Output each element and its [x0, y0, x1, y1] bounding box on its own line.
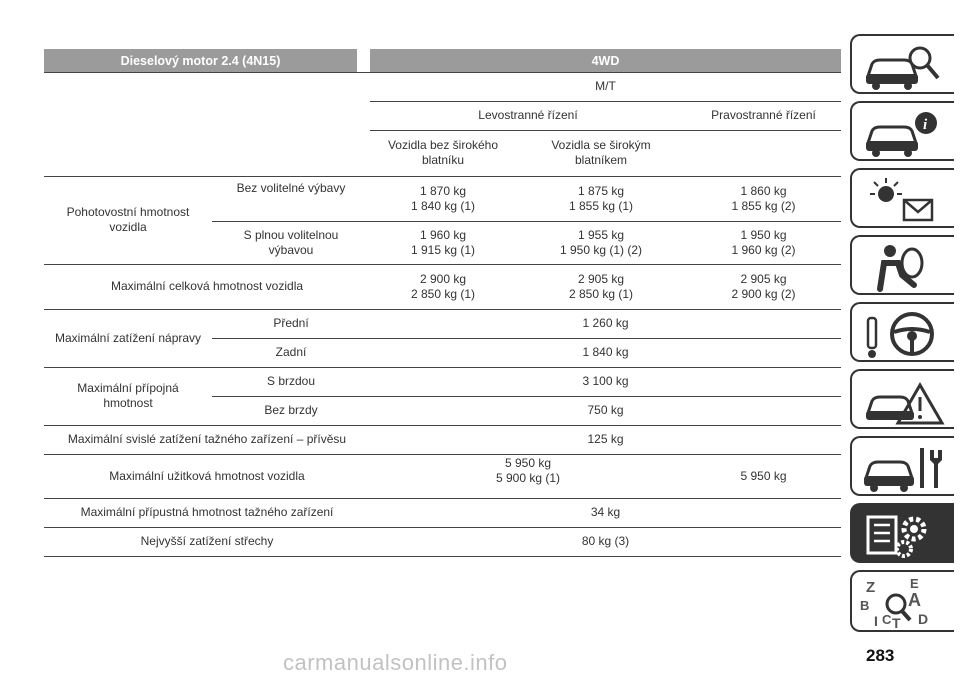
trailer-unbraked-value: 750 kg: [587, 403, 624, 417]
no-equipment-value-3: [686, 176, 841, 221]
no-wide-fender-line-2: blatníku: [421, 153, 465, 167]
trailer-braked-label: S brzdou: [266, 374, 316, 388]
value-line: 2 850 kg (1): [568, 286, 634, 301]
value-line: 5 900 kg (1): [495, 471, 561, 485]
index-letter: T: [892, 615, 901, 631]
no-equipment-label: Bez volitelné výbavy: [236, 181, 346, 195]
tab-warning-lights[interactable]: [850, 168, 954, 228]
car-tools-icon: [860, 442, 952, 494]
index-letter: E: [910, 576, 919, 591]
index-letter: Z: [866, 579, 876, 596]
drive-header: 4WD: [370, 49, 841, 72]
axle-rear-value: 1 840 kg: [582, 345, 629, 359]
watermark: carmanualsonline.info: [283, 650, 508, 675]
roof-load-label: Nejvyšší zatížení střechy: [140, 534, 274, 548]
trailer-label-line-1: Maximální přípojná: [77, 381, 179, 395]
wide-fender-line-1: Vozidla se širokým: [551, 138, 651, 152]
value-line: 2 900 kg: [419, 271, 467, 286]
value-line: 1 860 kg: [740, 183, 787, 198]
wide-fender-line-2: blatníkem: [574, 153, 628, 167]
index-letter: D: [918, 611, 929, 627]
full-equipment-value-2: [516, 221, 686, 264]
full-equipment-label: [212, 221, 370, 264]
index-letter: A: [908, 590, 921, 610]
page-number: 283: [866, 646, 895, 665]
rule-roof: [44, 556, 841, 557]
airbag-person-icon: [860, 241, 952, 293]
value-line: 1 870 kg: [419, 183, 467, 198]
max-total-label: Maximální celková hmotnost vozidla: [110, 279, 304, 293]
curb-weight-label-line-2: vozidla: [109, 220, 147, 234]
car-info-icon: [860, 107, 952, 159]
index-letter: C: [882, 612, 892, 627]
value-line: 1 840 kg (1): [410, 198, 476, 213]
svg-text:i: i: [923, 117, 928, 133]
value-line: 2 850 kg (1): [410, 286, 476, 301]
axle-front-value: 1 260 kg: [582, 316, 629, 330]
tab-car-search[interactable]: [850, 34, 954, 94]
transmission-cell: M/T: [595, 79, 616, 93]
car-warning-triangle-icon: [860, 375, 952, 427]
full-equipment-value-1: [370, 221, 516, 264]
value-line: 1 955 kg: [577, 227, 625, 242]
value-line: 1 915 kg (1): [410, 242, 476, 257]
value-line: 5 950 kg: [740, 468, 787, 483]
vertical-load-value: 125 kg: [587, 432, 624, 446]
value-line: 1 950 kg (1) (2): [559, 242, 643, 257]
engine-header: Dieselový motor 2.4 (4N15): [44, 49, 357, 72]
full-equipment-line-2: výbavou: [268, 242, 314, 257]
curb-weight-label: [44, 176, 212, 264]
right-drive-cell: Pravostranné řízení: [711, 108, 816, 122]
towbar-mass-value: 34 kg: [590, 505, 621, 519]
value-line: 2 900 kg (2): [731, 286, 796, 301]
value-line: 5 950 kg: [504, 456, 552, 470]
axle-label: Maximální zatížení nápravy: [54, 330, 202, 345]
vertical-load-label: Maximální svislé zatížení tažného zařízení – přívěsu: [67, 432, 347, 446]
trailer-unbraked-label: Bez brzdy: [264, 403, 318, 417]
value-line: 2 905 kg: [740, 271, 787, 286]
wide-fender-cell: [516, 130, 686, 176]
no-wide-fender-cell: [370, 130, 516, 176]
value-line: 2 905 kg: [577, 271, 625, 286]
value-line: 1 960 kg (2): [731, 242, 796, 257]
roof-load-value: 80 kg (3): [581, 534, 630, 548]
value-line: 1 960 kg: [419, 227, 467, 242]
payload-value-2: [686, 454, 841, 498]
tab-car-warning[interactable]: [850, 369, 954, 429]
max-total-value-2: [516, 264, 686, 309]
no-equipment-value-1: [370, 176, 516, 221]
no-equipment-value-2: [516, 176, 686, 221]
car-search-icon: [860, 40, 952, 92]
max-total-value-1: [370, 264, 516, 309]
full-equipment-line-1: S plnou volitelnou: [243, 227, 339, 242]
tab-steering[interactable]: [850, 302, 954, 362]
value-line: 1 950 kg: [740, 227, 787, 242]
steering-key-icon: [860, 308, 952, 360]
payload-label: Maximální užitková hmotnost vozidla: [109, 468, 305, 483]
specs-gears-icon: [860, 509, 952, 561]
tab-car-info[interactable]: [850, 101, 954, 161]
warning-lights-icon: [860, 174, 952, 226]
no-wide-fender-line-1: Vozidla bez širokého: [387, 138, 499, 152]
index-letter: I: [874, 613, 878, 629]
trailer-label: [44, 367, 212, 425]
trailer-braked-value: 3 100 kg: [582, 374, 629, 388]
tab-airbag[interactable]: [850, 235, 954, 295]
index-letter: B: [860, 598, 870, 613]
trailer-label-line-2: hmotnost: [103, 396, 153, 410]
max-total-value-3: [686, 264, 841, 309]
axle-rear-label: Zadní: [275, 345, 307, 359]
tab-index[interactable]: [850, 570, 954, 632]
value-line: 1 855 kg (1): [568, 198, 634, 213]
value-line: 1 855 kg (2): [731, 198, 796, 213]
towbar-mass-label: Maximální přípustná hmotnost tažného zařízení: [80, 505, 334, 519]
axle-front-label: Přední: [273, 316, 309, 330]
left-drive-cell: Levostranné řízení: [478, 108, 578, 122]
payload-value-1: [370, 454, 686, 498]
alphabet-index-icon: [860, 576, 952, 632]
tab-specs[interactable]: [850, 503, 954, 563]
tab-car-tools[interactable]: [850, 436, 954, 496]
value-line: 1 875 kg: [577, 183, 625, 198]
full-equipment-value-3: [686, 221, 841, 264]
curb-weight-label-line-1: Pohotovostní hmotnost: [66, 205, 190, 219]
